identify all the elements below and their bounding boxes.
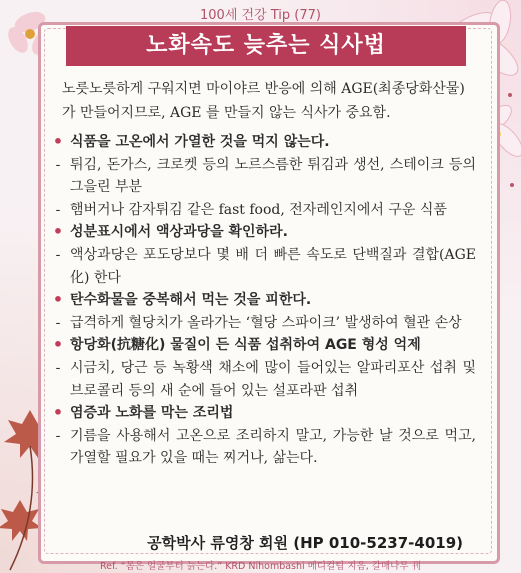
tip-detail xyxy=(48,312,476,335)
tip-heading xyxy=(48,402,476,425)
tips-list xyxy=(48,131,476,470)
tip-heading xyxy=(48,221,476,244)
bullet-icon: • xyxy=(52,222,64,242)
tip-detail xyxy=(48,244,476,289)
tip-detail xyxy=(48,199,476,222)
tip-detail-text: 튀김, 돈가스, 크로켓 등의 노르스름한 튀김과 생선, 스테이크 등의 그을린 부분 xyxy=(70,156,476,196)
tip-heading-text: 성분표시에서 액상과당을 확인하라. xyxy=(70,224,288,241)
tip-detail xyxy=(48,154,476,199)
intro-paragraph: 노릇노릇하게 구워지면 마이야르 반응에 의해 AGE(최종당화산물)가 만들어지므로, AGE 를 만들지 않는 식사가 중요함. xyxy=(62,81,465,121)
tip-heading-text: 식품을 고온에서 가열한 것을 먹지 않는다. xyxy=(70,134,330,150)
tip-detail-text: 햄버거나 감자튀김 같은 fast food, 전자레인지에서 구운 식품 xyxy=(70,201,447,218)
tip-detail xyxy=(48,357,476,402)
tip-heading xyxy=(48,131,476,154)
tip-heading-text: 탄수화물을 중복해서 먹는 것을 피한다. xyxy=(70,292,312,309)
dash-marker: - xyxy=(55,427,61,444)
tip-detail-text: 시금치, 당근 등 녹황색 채소에 많이 들어있는 알파리포산 섭취 및 브로콜리 등의 새 순에 들어 있는 설포라판 섭취 xyxy=(70,359,476,399)
dash-marker: - xyxy=(55,201,61,218)
bullet-icon: • xyxy=(52,335,64,355)
reference-note: Ref. “몸은 얼굴부터 늙는다.” KRD Nihombashi 메디컬팀 지음, 갈매나무 刊 xyxy=(99,561,422,572)
bullet-icon: • xyxy=(52,403,64,423)
bullet-icon: • xyxy=(52,132,64,151)
tip-detail xyxy=(48,425,476,470)
tip-detail-text: 기름을 사용해서 고온으로 조리하지 말고, 가능한 날 것으로 먹고, 가열할 필요가 있을 때는 찌거나, 삶는다. xyxy=(70,427,476,467)
tip-heading xyxy=(48,289,476,312)
tip-detail-text: 급격하게 혈당치가 올라가는 ‘혈당 스파이크’ 발생하여 혈관 손상 xyxy=(70,314,462,331)
page-title: 노화속도 늦추는 식사법 xyxy=(66,26,466,66)
tip-series-label: 100세 건강 Tip (77) xyxy=(200,8,321,23)
dash-marker: - xyxy=(55,359,61,376)
tip-heading-text: 항당화(抗糖化) 물질이 든 식품 섭취하여 AGE 형성 억제 xyxy=(70,337,421,354)
author-contact: 공학박사 류영창 회원 (HP 010-5237-4019) xyxy=(147,534,463,552)
dash-marker: - xyxy=(55,246,61,263)
tip-heading xyxy=(48,334,476,357)
tip-heading-text: 염증과 노화를 막는 조리법 xyxy=(70,405,234,422)
tip-detail-text: 액상과당은 포도당보다 몇 배 더 빠른 속도로 단백질과 결합(AGE化) 한다 xyxy=(70,246,476,286)
bullet-icon: • xyxy=(52,290,64,310)
dash-marker: - xyxy=(55,314,61,331)
dash-marker: - xyxy=(55,156,61,173)
